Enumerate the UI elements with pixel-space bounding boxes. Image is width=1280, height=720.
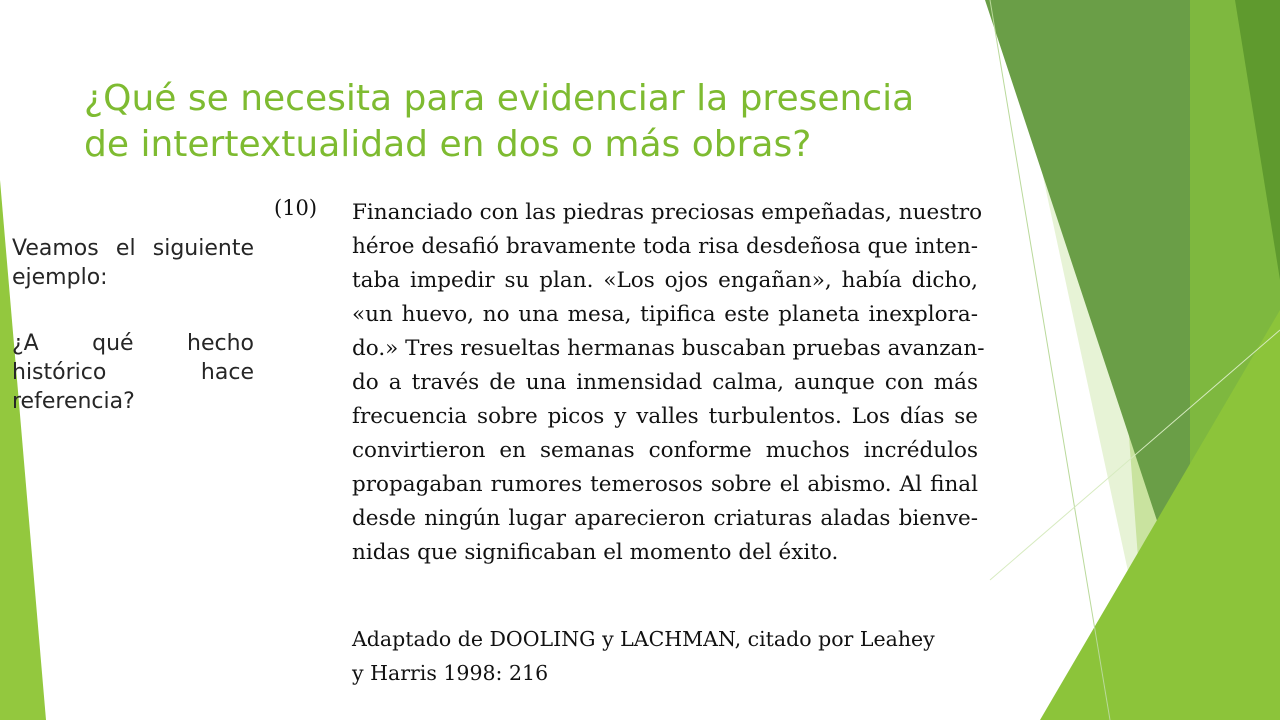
slide-title-line-1: ¿Qué se necesita para evidenciar la presencia [84, 78, 915, 119]
excerpt-line: taba impedir su plan. «Los ojos engañan», había dicho, [352, 268, 978, 293]
left-text-block [12, 234, 254, 453]
excerpt-line: «un huevo, no una mesa, tipifica este planeta inexplora- [352, 302, 978, 327]
excerpt-line: héroe desafió bravamente toda risa desdeñosa que inten- [352, 234, 978, 259]
excerpt-line: convirtieron en semanas conforme muchos incrédulos [352, 438, 978, 463]
slide-title [84, 76, 984, 168]
slide-title-line-2: de intertextualidad en dos o más obras? [84, 124, 812, 165]
excerpt-line: propagaban rumores temerosos sobre el abismo. Al final [352, 472, 978, 497]
question-paragraph: ¿A qué hecho histórico hace referencia? [12, 331, 254, 414]
excerpt-line: do.» Tres resueltas hermanas buscaban pruebas avanzan- [352, 336, 985, 361]
source-line-2: y Harris 1998: 216 [352, 661, 549, 685]
right-dark-shape [985, 0, 1190, 560]
excerpt-number: (10) [274, 196, 318, 220]
excerpt-line: nidas que significaban el momento del éxito. [352, 540, 839, 565]
excerpt-line: do a través de una inmensidad calma, aunque con más [352, 370, 978, 395]
excerpt-line: frecuencia sobre picos y valles turbulentos. Los días se [352, 404, 978, 429]
excerpt-source [352, 622, 935, 690]
excerpt-line: Financiado con las piedras preciosas empeñadas, nuestro [352, 200, 983, 225]
source-line-1: Adaptado de DOOLING y LACHMAN, citado por Leahey [352, 627, 935, 651]
excerpt-line: desde ningún lugar aparecieron criaturas aladas bienve- [352, 506, 978, 531]
excerpt-text [352, 196, 985, 570]
intro-paragraph: Veamos el siguiente ejemplo: [12, 236, 254, 290]
